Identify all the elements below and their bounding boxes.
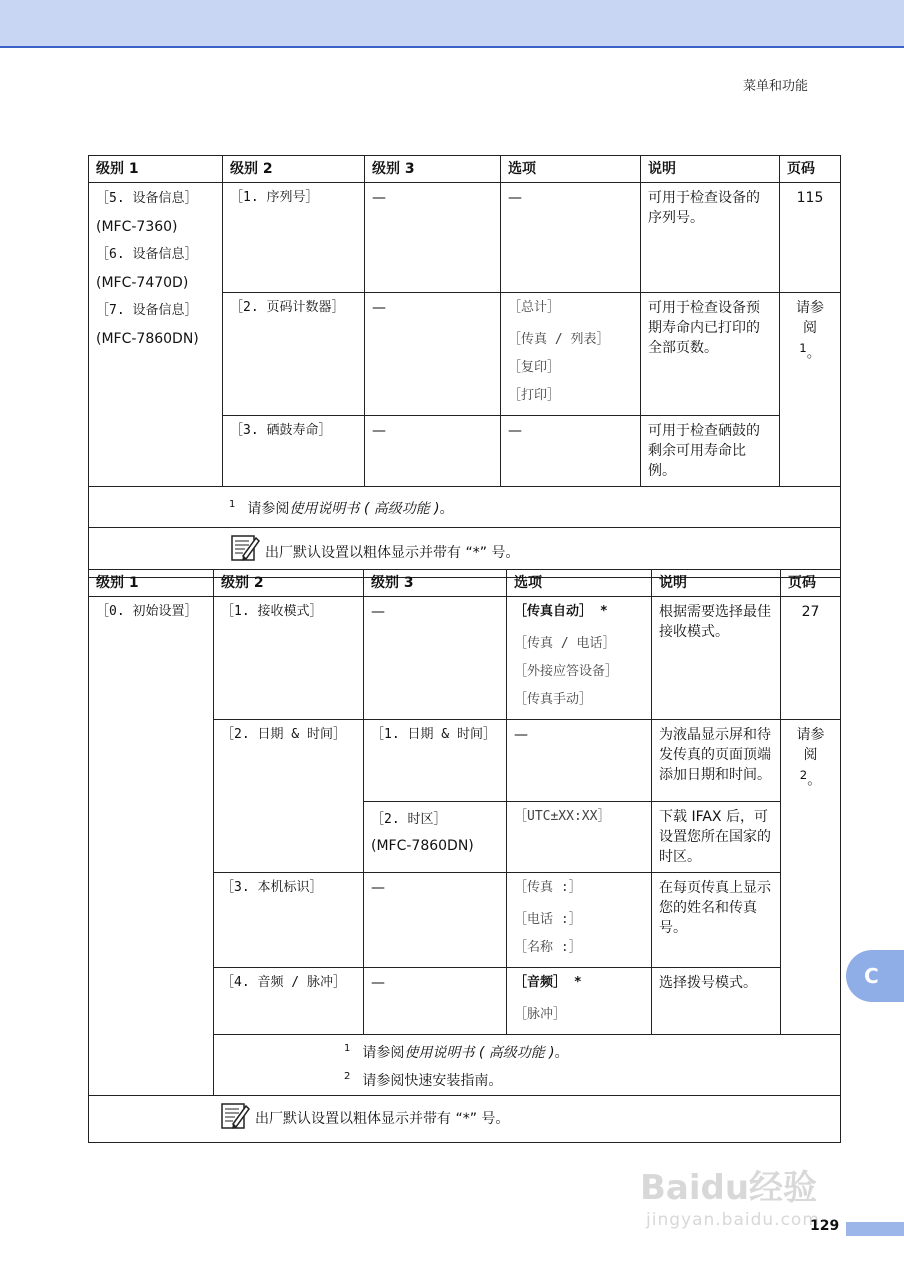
table-row (89, 183, 841, 293)
header-description: 说明 (641, 156, 780, 183)
footnote-number: 1 (229, 499, 236, 510)
level1-item: ［6. 设备信息］ (96, 247, 198, 262)
description-cell: 根据需要选择最佳接收模式。 (652, 597, 781, 720)
level3-cell (364, 802, 507, 873)
level1-model: (MFC-7470D) (96, 275, 189, 291)
footnote-text: 请参阅 (362, 1045, 405, 1061)
description-cell: 选择拨号模式。 (652, 968, 781, 1035)
description-cell: 下载 IFAX 后，可设置您所在国家的时区。 (652, 802, 781, 873)
level1-cell (89, 183, 223, 487)
memo-text: 出厂默认设置以粗体显示并带有 “*” 号。 (255, 1111, 510, 1127)
memo-text: 出厂默认设置以粗体显示并带有 “*” 号。 (265, 544, 520, 561)
level2-cell: ［1. 序列号］ (223, 183, 365, 293)
page-cell (780, 293, 841, 487)
footnote-number: 1 (344, 1043, 351, 1054)
footnote-row (89, 487, 841, 528)
level1-model: (MFC-7860DN) (96, 331, 199, 347)
level3-cell: — (364, 968, 507, 1035)
description-cell: 可用于检查硒鼓的剩余可用寿命比例。 (641, 416, 780, 487)
level3-cell: — (364, 597, 507, 720)
footnote-text: 请参阅 (247, 501, 290, 517)
option-item: ［脉冲］ (514, 1007, 567, 1022)
option-item: ［外接应答设备］ (514, 664, 619, 679)
header-level3: 级别 3 (365, 156, 501, 183)
level3-cell: — (365, 293, 501, 416)
options-cell: — (507, 720, 652, 802)
section-title: 菜单和功能 (742, 79, 808, 94)
level3-cell: — (365, 416, 501, 487)
level3-cell: — (365, 183, 501, 293)
options-cell: — (501, 183, 641, 293)
page-ref-sup: 2 (799, 768, 808, 782)
option-item: ［传真 :］ (514, 880, 582, 895)
option-item: ［传真 / 列表］ (508, 332, 610, 347)
level1-item: ［7. 设备信息］ (96, 303, 198, 318)
level2-cell: ［1. 接收模式］ (214, 597, 364, 720)
level1-item: ［5. 设备信息］ (96, 191, 198, 206)
header-level1: 级别 1 (89, 570, 214, 597)
level2-cell: ［2. 页码计数器］ (223, 293, 365, 416)
page-cell (781, 720, 841, 1035)
footnote-number: 2 (344, 1071, 351, 1082)
page-ref: 请参阅 (796, 727, 825, 763)
level2-cell: ［3. 本机标识］ (214, 873, 364, 968)
options-cell (507, 968, 652, 1035)
footnote-book-title: 使用说明书 ( 高级功能 ) (404, 1045, 555, 1061)
level1-model: (MFC-7360) (96, 219, 178, 235)
level3-model: (MFC-7860DN) (371, 838, 474, 854)
options-cell: — (501, 416, 641, 487)
option-item-default: ［传真自动］ * (514, 604, 608, 619)
option-item: ［传真 / 电话］ (514, 636, 616, 651)
header-options: 选项 (501, 156, 641, 183)
footnote-end: 。 (554, 1045, 569, 1061)
page-cell: 27 (781, 597, 841, 720)
options-cell (507, 597, 652, 720)
page-ref: 请参阅 (796, 300, 824, 336)
header-options: 选项 (507, 570, 652, 597)
option-item: ［打印］ (508, 388, 561, 403)
menu-table-1 (88, 155, 841, 578)
footnote-end: 。 (439, 501, 454, 517)
chapter-tab: C (846, 950, 904, 1002)
description-cell: 为液晶显示屏和待发传真的页面顶端添加日期和时间。 (652, 720, 781, 802)
footnote-book-title: 使用说明书 ( 高级功能 ) (289, 501, 440, 517)
memo-pencil-icon (219, 1100, 251, 1138)
memo-cell (89, 1096, 841, 1143)
level2-cell: ［2. 日期 & 时间］ (214, 720, 364, 873)
options-cell (501, 293, 641, 416)
header-page: 页码 (780, 156, 841, 183)
header-level3: 级别 3 (364, 570, 507, 597)
table-header-row (89, 570, 841, 597)
watermark-url: jingyan.baidu.com (646, 1210, 820, 1230)
description-cell: 在每页传真上显示您的姓名和传真号。 (652, 873, 781, 968)
option-item: ［名称 :］ (514, 940, 582, 955)
description-cell: 可用于检查设备预期寿命内已打印的全部页数。 (641, 293, 780, 416)
menu-table-2 (88, 569, 841, 1143)
level2-cell: ［4. 音频 / 脉冲］ (214, 968, 364, 1035)
header-level1: 级别 1 (89, 156, 223, 183)
option-item: ［传真手动］ (514, 692, 593, 707)
option-item-default: ［音频］ * (514, 975, 582, 990)
level3-item: ［2. 时区］ (371, 812, 447, 827)
page-bar (846, 1222, 904, 1236)
option-item: ［电话 :］ (514, 912, 582, 927)
footnote-cell (214, 1035, 841, 1096)
header-level2: 级别 2 (223, 156, 365, 183)
page-ref-end: 。 (806, 345, 821, 362)
options-cell (507, 873, 652, 968)
table-header-row (89, 156, 841, 183)
page-ref-sup: 1 (799, 341, 807, 355)
footnote-cell (89, 487, 841, 528)
footnote-text: 请参阅快速安装指南。 (362, 1073, 503, 1089)
level3-cell: — (364, 873, 507, 968)
option-item: ［总计］ (508, 300, 561, 315)
description-cell: 可用于检查设备的序列号。 (641, 183, 780, 293)
memo-pencil-icon (229, 532, 261, 573)
top-band (0, 0, 904, 48)
page-cell: 115 (780, 183, 841, 293)
level2-cell: ［3. 硒鼓寿命］ (223, 416, 365, 487)
level3-cell: ［1. 日期 & 时间］ (364, 720, 507, 802)
header-page: 页码 (781, 570, 841, 597)
watermark-logo: Baidu经验 (640, 1168, 818, 1208)
header-description: 说明 (652, 570, 781, 597)
table-row (89, 597, 841, 720)
options-cell: ［UTC±XX:XX］ (507, 802, 652, 873)
memo-row (89, 1096, 841, 1143)
page-number: 129 (810, 1218, 840, 1234)
header-level2: 级别 2 (214, 570, 364, 597)
option-item: ［复印］ (508, 360, 561, 375)
level1-cell: ［0. 初始设置］ (89, 597, 214, 1096)
page-ref-end: 。 (807, 772, 822, 789)
